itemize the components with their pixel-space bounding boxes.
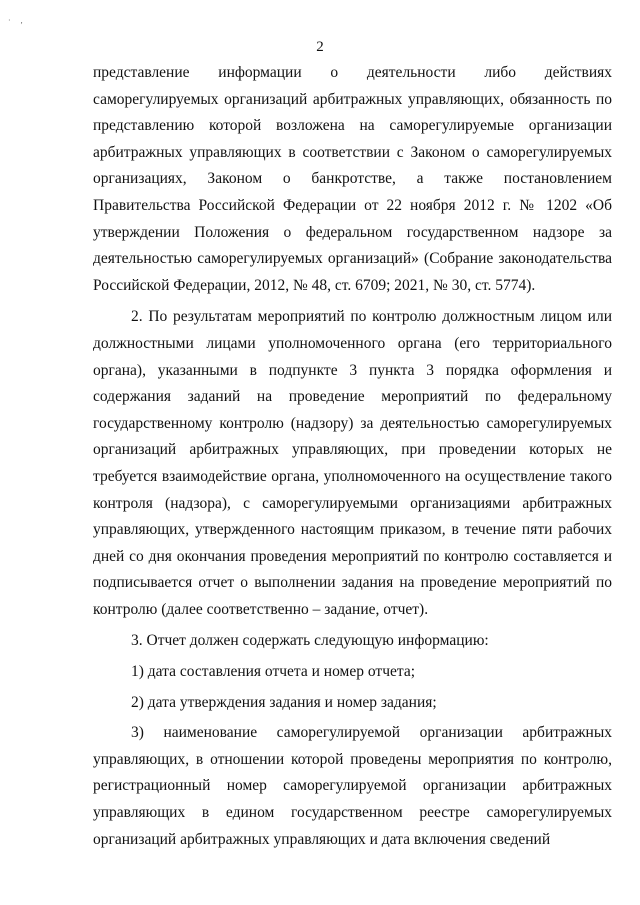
paragraph-item-2: 2. По результатам мероприятий по контролю должностным лицом или должностными лицами уполномоченного органа (его территориального органа), указанными в подпункте 3 пункта 3 порядка оформления и содержания заданий на проведение мероприятий по федеральному государственному контролю (надзору) за деятельностью саморегулируемых организаций арбитражных управляющих, при проведении которых не требуется взаимодействие органа, уполномоченного на осуществление такого контроля (надзора), с саморегулируемыми организациями арбитражных управляющих, утвержденного настоящим приказом, в течение пяти рабочих дней со дня окончания проведения мероприятий по контролю составляется и подписывается отчет о выполнении задания на проведение мероприятий по контролю (далее соответственно – задание, отчет). bbox=[93, 308, 612, 618]
list-item-1: 1) дата составления отчета и номер отчета; bbox=[131, 663, 416, 681]
body-text bbox=[93, 60, 612, 858]
paragraph-continuation: представление информации о деятельности либо действиях саморегулируемых организаций арбитражных управляющих, обязанность по представлению которой возложена на саморегулируемые организации арбитражных управляющих в соответствии с Законом о саморегулируемых организациях, Законом о банкротстве, а также постановлением Правительства Российской Федерации от 22 ноября 2012 г. № 1202 «Об утверждении Положения о федеральном государственном надзоре за деятельностью саморегулируемых организаций» (Собрание законодательства Российской Федерации, 2012, № 48, ст. 6709; 2021, № 30, ст. 5774). bbox=[93, 64, 612, 294]
paragraph-item-3: 3. Отчет должен содержать следующую информацию: bbox=[131, 632, 489, 650]
page-number: 2 bbox=[316, 39, 324, 55]
list-item-2: 2) дата утверждения задания и номер задания; bbox=[131, 693, 437, 711]
scan-marks: · , bbox=[8, 16, 27, 25]
list-item-3: 3) наименование саморегулируемой организации арбитражных управляющих, в отношении которой проведены мероприятия по контролю, регистрационный номер саморегулируемой организации арбитражных управляющих в едином государственном реестре саморегулируемых организаций арбитражных управляющих и дата включения сведений bbox=[93, 724, 612, 848]
